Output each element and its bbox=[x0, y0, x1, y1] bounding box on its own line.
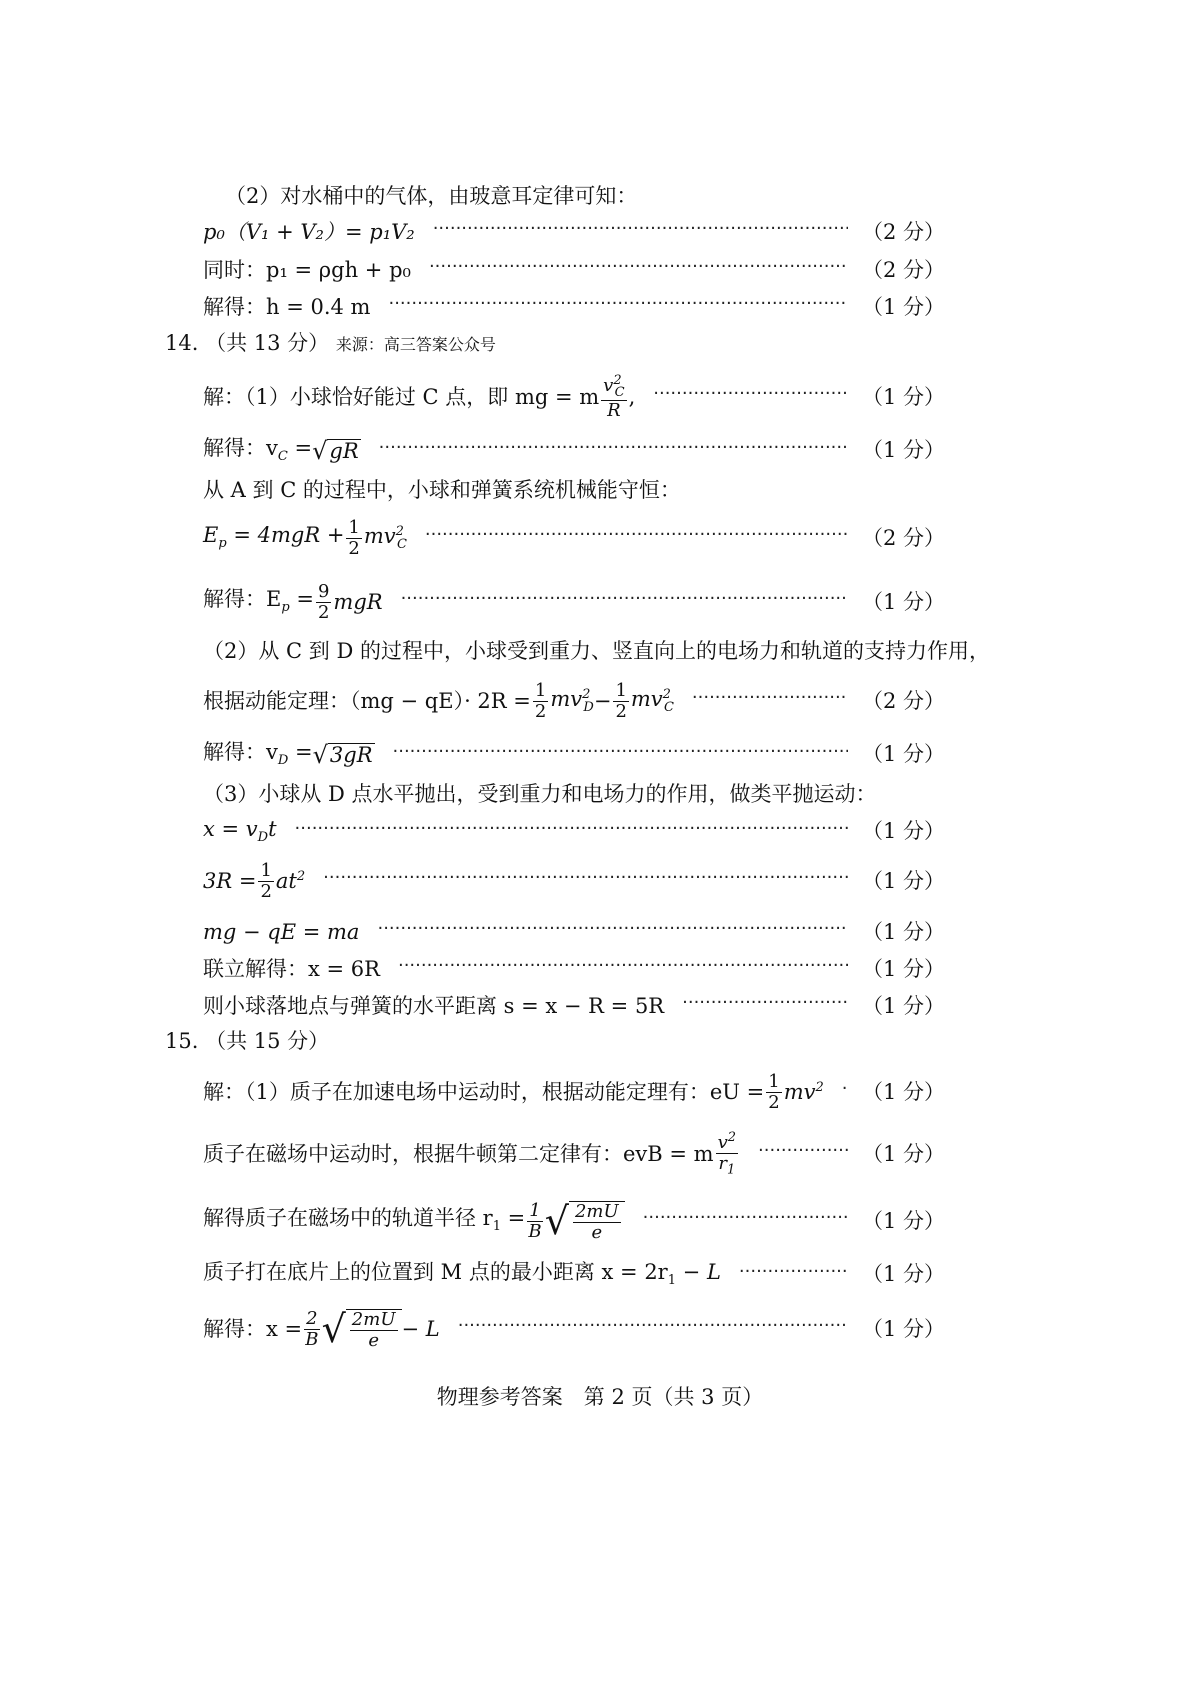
question-number: 15. bbox=[165, 1029, 199, 1053]
leader-dots bbox=[653, 385, 848, 409]
score-label: （1 分） bbox=[861, 819, 945, 844]
sqrt-radius: √ $\frac{2mU}{e}$ bbox=[545, 1201, 625, 1242]
leader-dots bbox=[842, 1080, 848, 1104]
score-label: （1 分） bbox=[861, 868, 945, 893]
leader-dots bbox=[377, 920, 847, 944]
score-label: （1 分） bbox=[861, 956, 945, 981]
score-label: （2 分） bbox=[861, 525, 945, 550]
q14-header bbox=[165, 333, 496, 354]
min-distance-line: 质子打在底片上的位置到 M 点的最小距离 $x = 2r_1 - L$ ····· （1 分） bbox=[203, 1262, 945, 1287]
score-label: （1 分） bbox=[861, 1316, 945, 1341]
vc-result-line: 解得：$v_C$ = √ gR ····· （1 分） bbox=[203, 438, 945, 463]
boyle-equation-line bbox=[203, 220, 945, 244]
score-label: （1 分） bbox=[861, 294, 945, 319]
ep-equation-line: $E_p = 4mgR$ + $\frac{1}{2}$ $mv^2_C$ ····· （2 分） bbox=[203, 513, 945, 563]
question-total: （共 13 分） bbox=[205, 331, 330, 355]
leader-dots bbox=[323, 869, 848, 893]
leader-dots bbox=[398, 957, 848, 981]
kinetic-energy-line: 根据动能定理：（mg − qE）· 2R = $\frac{1}{2}$ $mv^2_D$ − $\frac{1}{2}$ $mv^2_C$ ····· （2 分） bbox=[203, 676, 945, 726]
leader-dots bbox=[433, 220, 848, 244]
score-label: （1 分） bbox=[861, 1141, 945, 1166]
leader-dots bbox=[739, 1263, 848, 1287]
score-label: （2 分） bbox=[861, 257, 945, 282]
y-equation-line: 3R = $\frac{1}{2}$ $at^2$ ····· （1 分） bbox=[203, 856, 945, 906]
c-condition-text: 解：（1）小球恰好能过 C 点，即 mg = m bbox=[203, 384, 600, 409]
x-final-line: 解得：x = $\frac{2}{B}$ √ $\frac{2mU}{e}$ − L ····· （1 分） bbox=[203, 1303, 945, 1355]
vc-result-text: 解得：v bbox=[203, 436, 278, 460]
q14-part2-intro: （2）从 C 到 D 的过程中，小球受到重力、竖直向上的电场力和轨道的支持力作用， bbox=[203, 639, 990, 663]
score-label: （1 分） bbox=[861, 993, 945, 1018]
energy-conservation-intro: 从 A 到 C 的过程中，小球和弹簧系统机械能守恒： bbox=[203, 478, 681, 502]
sqrt-x-final: √ $\frac{2mU}{e}$ bbox=[322, 1309, 402, 1350]
leader-dots bbox=[295, 820, 848, 844]
question-number: 14. bbox=[165, 331, 199, 355]
leader-dots bbox=[758, 1142, 848, 1166]
question-total: （共 15 分） bbox=[205, 1029, 330, 1053]
leader-dots bbox=[429, 258, 848, 282]
half-fraction: $\frac{1}{2}$ bbox=[348, 516, 360, 559]
page-footer: 物理参考答案 第 2 页（共 3 页） bbox=[436, 1385, 764, 1409]
score-label: （2 分） bbox=[861, 688, 945, 713]
source-note: 来源：高三答案公众号 bbox=[335, 335, 496, 354]
nine-halves-fraction: $\frac{9}{2}$ bbox=[317, 580, 330, 623]
p1-equation: 同时：p₁ = ρgh + p₀ bbox=[203, 257, 411, 282]
q14-part3-intro: （3）小球从 D 点水平抛出，受到重力和电场力的作用，做类平抛运动： bbox=[203, 782, 877, 806]
score-label: （1 分） bbox=[861, 384, 945, 409]
vd-result-line: 解得：$v_D$ = √ 3gR ····· （1 分） bbox=[203, 742, 945, 767]
h-result: 解得：h = 0.4 m bbox=[203, 294, 371, 319]
c-condition-line: 解：（1）小球恰好能过 C 点，即 mg = m $\frac{v^2_C}{R}$ , ····· （1 分） bbox=[203, 372, 945, 422]
q13-part2-intro: （2）对水桶中的气体，由玻意耳定律可知： bbox=[225, 184, 638, 208]
boyle-equation: p₀（V₁ + V₂）= p₁V₂ bbox=[203, 219, 415, 244]
x-result-line: 联立解得：x = 6R ····· （1 分） bbox=[203, 957, 945, 981]
ep-result-line: 解得：$E_p$ = $\frac{9}{2}$ mgR ····· （1 分） bbox=[203, 577, 945, 627]
score-label: （1 分） bbox=[861, 1262, 945, 1287]
magnetic-field-line: 质子在磁场中运动时，根据牛顿第二定律有：evB = m $\frac{v^2}{r_1}$ ····· （1 分） bbox=[203, 1129, 945, 1179]
sqrt-gr: √ gR bbox=[312, 436, 359, 465]
vc2-over-r-fraction: $\frac{v^2_C}{R}$ bbox=[603, 373, 625, 421]
leader-dots bbox=[388, 295, 847, 319]
leader-dots bbox=[425, 526, 848, 550]
leader-dots bbox=[643, 1209, 848, 1233]
score-label: （1 分） bbox=[861, 742, 945, 767]
score-label: （1 分） bbox=[861, 589, 945, 614]
q15-header bbox=[165, 1031, 329, 1052]
kinetic-energy-text: 根据动能定理：（mg − qE）· 2R = bbox=[203, 688, 531, 713]
score-label: （1 分） bbox=[861, 1208, 945, 1233]
leader-dots bbox=[692, 689, 848, 713]
h-result-line bbox=[203, 295, 945, 319]
leader-dots bbox=[401, 590, 848, 614]
leader-dots bbox=[682, 994, 848, 1018]
s-result-line: 则小球落地点与弹簧的水平距离 s = x − R = 5R ····· （1 分） bbox=[203, 994, 945, 1018]
sqrt-3gr: √ 3gR bbox=[312, 740, 373, 769]
score-label: （1 分） bbox=[861, 1079, 945, 1104]
radius-result-line: 解得质子在磁场中的轨道半径 $r_1$ = $\frac{1}{B}$ √ $\frac{2mU}{e}$ ····· （1 分） bbox=[203, 1195, 945, 1247]
score-label: （1 分） bbox=[861, 919, 945, 944]
leader-dots bbox=[458, 1317, 848, 1341]
accel-field-line: 解：（1）质子在加速电场中运动时，根据动能定理有：eU = $\frac{1}{2}$ $mv^2$ ····· （1 分） bbox=[203, 1067, 945, 1117]
leader-dots bbox=[379, 439, 848, 463]
acceleration-equation-line: mg − qE = ma ····· （1 分） bbox=[203, 920, 945, 944]
x-equation-line: $x = v_Dt$ ····· （1 分） bbox=[203, 819, 945, 844]
score-label: （2 分） bbox=[861, 219, 945, 244]
leader-dots bbox=[393, 743, 848, 767]
score-label: （1 分） bbox=[861, 438, 945, 463]
p1-equation-line bbox=[203, 258, 945, 282]
